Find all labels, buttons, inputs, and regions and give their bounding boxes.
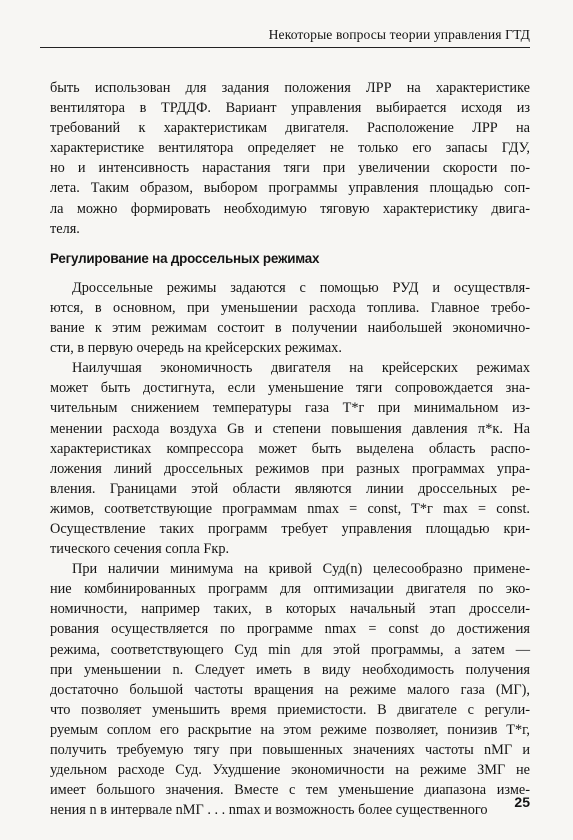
- text-line: вание к этим режимам состоит в получении наибольшей экономично-: [50, 320, 530, 337]
- text-line: Осуществление таких программ требует управления площадью кри-: [50, 520, 530, 537]
- text-line: но и интенсивность нарастания тяги при увеличении скорости по-: [50, 160, 530, 177]
- text-line: при уменьшении n. Следует иметь в виду необходимость получения: [50, 661, 530, 678]
- text-line: вентилятора в ТРДДФ. Вариант управления выбирается исходя из: [50, 100, 530, 117]
- header-rule: [40, 47, 530, 48]
- text-line: теля.: [50, 220, 80, 237]
- text-line: ются, в основном, при уменьшении расхода топлива. Главное требо-: [50, 299, 530, 316]
- text-line: требований к характеристикам двигателя. Расположение ЛРР на: [50, 120, 530, 137]
- text-line: достаточно большой частоты вращения на режиме малого газа (МГ),: [50, 681, 530, 698]
- text-line: характеристике вентилятора определяет не только его запасы ГДУ,: [50, 140, 530, 157]
- page-body: [50, 78, 530, 820]
- page-number: 25: [514, 794, 530, 810]
- text-line: характеристиках компрессора может быть выделена область распо-: [50, 440, 530, 457]
- paragraph-3: [50, 358, 530, 559]
- text-line: тического сечения сопла Fкр.: [50, 541, 230, 558]
- text-line: получить требуемую тягу при повышенных значениях частоты nМГ и: [50, 742, 530, 758]
- text-line: имеет большого значения. Вместе с тем уменьшение диапазона изме-: [50, 782, 530, 799]
- text-line: нения n в интервале nМГ . . . nmax и возможность более существенного: [50, 802, 488, 819]
- text-line: чительным снижением температуры газа T*г при минимальном из-: [50, 400, 530, 417]
- running-header: Некоторые вопросы теории управления ГТД: [268, 27, 530, 42]
- text-line: номичности, например таких, в которых начальный этап дроссели-: [50, 601, 530, 618]
- text-line: может быть достигнута, если уменьшение тяги сопровождается зна-: [50, 380, 530, 397]
- text-line: что позволяет уменьшить время приемистости. В двигателе с регули-: [50, 701, 530, 718]
- text-line: ложения линий дроссельных режимов при разных программах упра-: [50, 460, 530, 477]
- text-line: Наилучшая экономичность двигателя на крейсерских режимах: [72, 360, 530, 377]
- text-line: сти, в первую очередь на крейсерских режимах.: [50, 340, 342, 357]
- text-line: жимов, соответствующие программам nmax = const, T*г max = const.: [50, 500, 530, 517]
- paragraph-4: [50, 559, 530, 820]
- text-line: При наличии минимума на кривой Cуд(n) целесообразно примене-: [72, 561, 530, 578]
- text-line: лета. Таким образом, выбором программы управления площадью соп-: [50, 180, 530, 197]
- paragraph-2: [50, 278, 530, 358]
- text-line: руемым соплом его раскрытие на этом режиме позволяет, понизив T*г,: [50, 721, 530, 738]
- paragraph-1: [50, 78, 530, 239]
- text-line: вления. Границами этой области являются линии дроссельных ре-: [50, 480, 530, 497]
- text-line: быть использован для задания положения ЛРР на характеристике: [50, 80, 530, 96]
- text-line: менении расхода воздуха Gв и степени повышения давления π*к. На: [50, 420, 530, 437]
- text-line: рования осуществляется по программе nmax = const до достижения: [50, 621, 530, 638]
- text-line: ла можно формировать необходимую тяговую характеристику двига-: [50, 200, 530, 217]
- text-line: Дроссельные режимы задаются с помощью РУД и осуществля-: [72, 279, 530, 296]
- text-line: удельном расходе Cуд. Ухудшение экономичности на режиме ЗМГ не: [50, 762, 530, 779]
- section-heading: Регулирование на дроссельных режимах: [50, 250, 320, 266]
- text-line: режима, соответствующего Cуд min для этой программы, а затем —: [50, 641, 530, 658]
- text-line: ние комбинированных программ для оптимизации двигателя по эко-: [50, 581, 530, 598]
